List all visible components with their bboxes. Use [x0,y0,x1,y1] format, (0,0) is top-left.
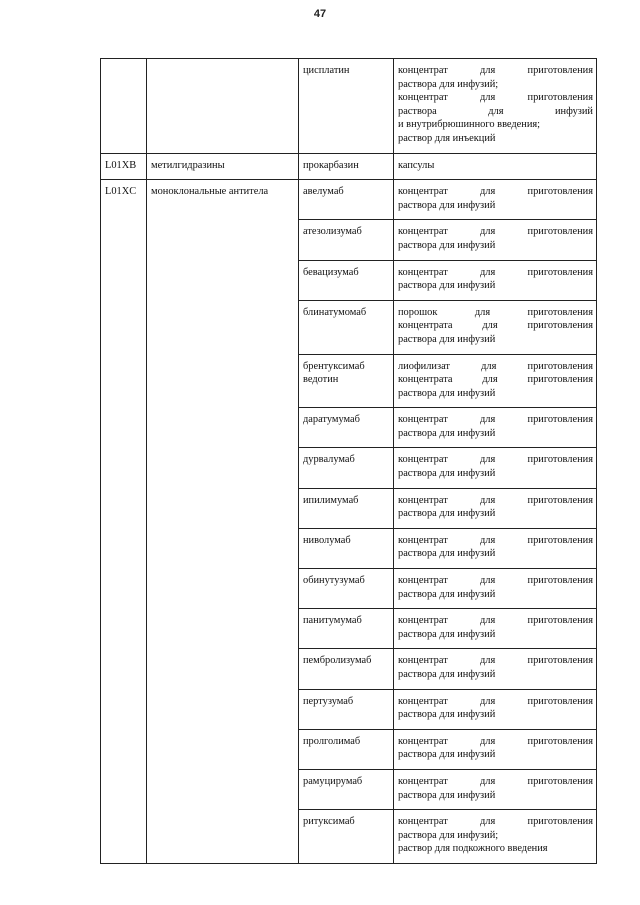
dosage-form-line: раствора для инфузий [398,508,496,520]
dosage-form-line: раствора для инфузий [398,105,593,117]
dosage-form-cell [394,689,597,729]
anatomical-group-cell [147,354,299,408]
drug-name-cell: блинатумомаб [299,300,394,354]
drug-name-cell: панитумумаб [299,609,394,649]
anatomical-group-cell [147,609,299,649]
anatomical-group-cell [147,220,299,260]
dosage-form-line: концентрат для приготовления [398,575,593,587]
dosage-form-line: раствора для инфузий [398,669,496,680]
dosage-form-cell [394,609,597,649]
atc-code-cell [101,689,147,729]
dosage-form-line: капсулы [398,159,435,171]
dosage-form-line: раствора для инфузий [398,239,496,251]
anatomical-group-cell: моноклональные антитела [147,180,299,220]
dosage-form-line: концентрат для приготовления [398,534,593,546]
dosage-form-line: раствора для инфузий [398,199,496,211]
dosage-form-cell [394,153,597,180]
atc-code-cell: L01XB [101,153,147,180]
dosage-form-line: концентрат для приготовления [398,186,593,198]
dosage-form-cell [394,408,597,448]
drug-table [100,58,597,864]
table-row [101,729,597,769]
dosage-form-cell [394,528,597,568]
table-row [101,689,597,729]
dosage-form-line: концентрата для приготовления [398,320,593,332]
dosage-form-cell [394,260,597,300]
drug-name-cell: брентуксимаб ведотин [299,354,394,408]
anatomical-group-cell [147,810,299,864]
dosage-form-cell [394,448,597,488]
atc-code-cell [101,649,147,689]
atc-code-cell [101,609,147,649]
dosage-form-line: и внутрибрюшинного введения; [398,119,541,131]
atc-code-cell [101,260,147,300]
drug-name-cell: дурвалумаб [299,448,394,488]
anatomical-group-cell [147,59,299,154]
dosage-form-line: лиофилизат для приготовления [398,360,593,372]
drug-name-cell: бевацизумаб [299,260,394,300]
dosage-form-cell [394,810,597,864]
dosage-form-line: концентрат для приготовления [398,494,593,506]
dosage-form-cell [394,59,597,154]
dosage-form-line: концентрат для приготовления [398,735,593,747]
dosage-form-line: раствора для инфузий [398,709,496,721]
dosage-form-line: раствора для инфузий [398,789,496,801]
anatomical-group-cell [147,528,299,568]
table-row [101,488,597,528]
dosage-form-line: концентрата для приготовления [398,374,593,386]
table-row [101,153,597,180]
dosage-form-line: концентрат для приготовления [398,615,593,627]
anatomical-group-cell [147,769,299,809]
dosage-form-line: концентрат для приготовления [398,65,593,76]
table-row [101,609,597,649]
dosage-form-line: раствор для инъекций [398,132,496,144]
dosage-form-line: концентрат для приготовления [398,775,593,787]
dosage-form-line: раствора для инфузий [398,628,496,640]
anatomical-group-cell [147,649,299,689]
table-row [101,408,597,448]
drug-name-cell: даратумумаб [299,408,394,448]
drug-name-cell: авелумаб [299,180,394,220]
table-row [101,448,597,488]
dosage-form-line: концентрат для приготовления [398,92,593,104]
dosage-form-line: раствора для инфузий [398,548,496,560]
anatomical-group-cell [147,488,299,528]
atc-code-cell [101,220,147,260]
dosage-form-line: концентрат для приготовления [398,816,593,828]
dosage-form-cell [394,220,597,260]
table-row [101,810,597,864]
table-row [101,769,597,809]
dosage-form-cell [394,488,597,528]
table-row [101,300,597,354]
anatomical-group-cell [147,569,299,609]
drug-name-cell: цисплатин [299,59,394,154]
atc-code-cell [101,448,147,488]
dosage-form-line: концентрат для приготовления [398,414,593,426]
dosage-form-line: концентрат для приготовления [398,266,593,278]
table-row [101,260,597,300]
dosage-form-line: концентрат для приготовления [398,226,593,238]
drug-name-cell: рамуцирумаб [299,769,394,809]
dosage-form-line: раствора для инфузий [398,387,496,399]
table-row [101,220,597,260]
table-row [101,569,597,609]
drug-name-cell: ритуксимаб [299,810,394,864]
atc-code-cell: L01XC [101,180,147,220]
dosage-form-cell [394,569,597,609]
drug-name-cell: пембролизумаб [299,649,394,689]
atc-code-cell [101,810,147,864]
table-row [101,59,597,154]
drug-table-body [101,59,597,864]
dosage-form-line: раствора для инфузий [398,427,496,439]
atc-code-cell [101,300,147,354]
dosage-form-cell [394,300,597,354]
dosage-form-line: концентрат для приготовления [398,655,593,667]
page-number: 47 [313,8,327,20]
dosage-form-line: раствора для инфузий [398,468,496,480]
atc-code-cell [101,354,147,408]
table-row [101,354,597,408]
drug-name-cell: пролголимаб [299,729,394,769]
dosage-form-line: раствора для инфузий [398,588,496,600]
drug-name-cell: ниволумаб [299,528,394,568]
drug-name-cell: атезолизумаб [299,220,394,260]
anatomical-group-cell [147,448,299,488]
anatomical-group-cell [147,300,299,354]
drug-name-cell: прокарбазин [299,153,394,180]
drug-name-cell: ипилимумаб [299,488,394,528]
dosage-form-line: концентрат для приготовления [398,454,593,466]
atc-code-cell [101,528,147,568]
anatomical-group-cell [147,408,299,448]
drug-name-cell: пертузумаб [299,689,394,729]
anatomical-group-cell [147,729,299,769]
dosage-form-line: раствора для инфузий; [398,829,499,841]
dosage-form-cell [394,354,597,408]
dosage-form-cell [394,180,597,220]
dosage-form-cell [394,649,597,689]
table-row [101,180,597,220]
dosage-form-cell [394,729,597,769]
dosage-form-cell [394,769,597,809]
atc-code-cell [101,488,147,528]
dosage-form-line: раствора для инфузий [398,749,496,761]
dosage-form-line: концентрат для приготовления [398,695,593,707]
drug-name-cell: обинутузумаб [299,569,394,609]
atc-code-cell [101,59,147,154]
anatomical-group-cell [147,260,299,300]
anatomical-group-cell [147,689,299,729]
atc-code-cell [101,729,147,769]
anatomical-group-cell: метилгидразины [147,153,299,180]
dosage-form-line: порошок для приготовления [398,306,593,318]
atc-code-cell [101,408,147,448]
atc-code-cell [101,569,147,609]
atc-code-cell [101,769,147,809]
dosage-form-line: раствор для подкожного введения [398,843,548,855]
table-row [101,528,597,568]
dosage-form-line: раствора для инфузий [398,280,496,292]
dosage-form-line: раствора для инфузий; [398,78,499,90]
dosage-form-line: раствора для инфузий [398,333,496,345]
table-row [101,649,597,689]
